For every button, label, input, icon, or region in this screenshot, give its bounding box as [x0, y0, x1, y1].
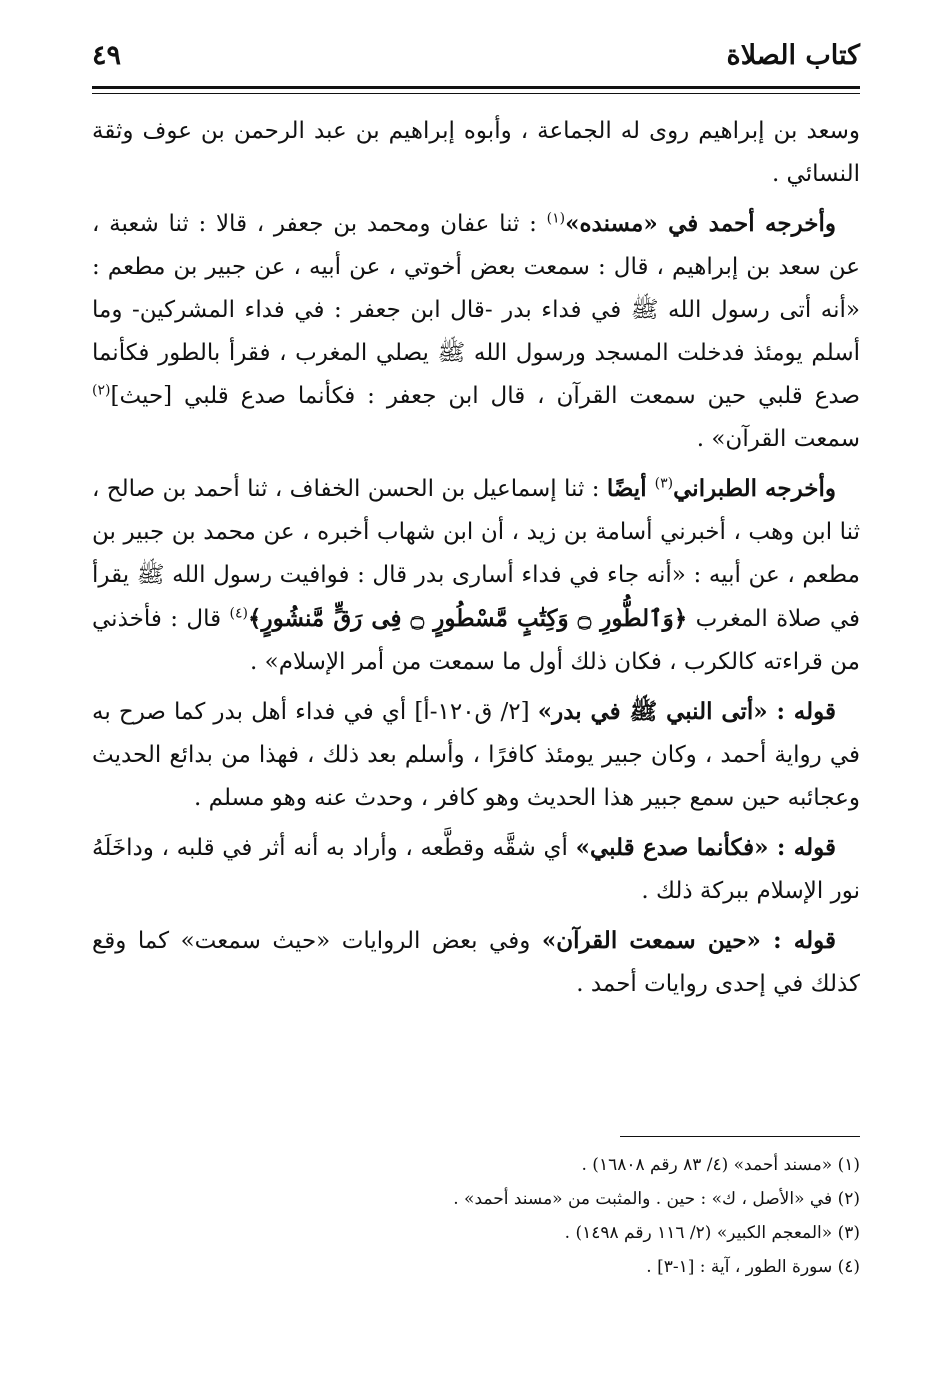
- footnote-reference: (٤): [229, 605, 248, 622]
- text-run: وسعد بن إبراهيم روى له الجماعة ، وأبوه إبراهيم بن عبد الرحمن بن عوف وثقة النسائي .: [92, 118, 860, 187]
- paragraph: [92, 690, 860, 820]
- footnote-reference: (١): [546, 210, 566, 227]
- text-run: : ثنا عفان ومحمد بن جعفر ، قالا : ثنا شعبة ، عن سعد بن إبراهيم ، قال : سمعت بعض أخوتي ، عن أبيه ، عن جبير بن مطعم : «أنه أتى رسول الله ﷺ في فداء بدر -قال ابن جعفر : في فداء المشركين- وما أسلم يومئذ فدخلت المسجد ورسول الله ﷺ يصلي المغرب ، فقرأ بالطور فكأنما صدع قلبي حين سمعت القرآن ، قال ابن جعفر : فكأنما صدع قلبي [حيث]: [92, 211, 860, 409]
- bold-phrase: قوله : «حين سمعت القرآن»: [541, 927, 836, 954]
- footnotes: [92, 1148, 860, 1284]
- text-run: [٢/ ق١٢٠-أ] أي في فداء أهل بدر كما صرح به في رواية أحمد ، وكان جبير يومئذ كافرًا ، وأسلم بعد ذلك ، فهذا من بدائع الحديث وعجائبه حين سمع جبير هذا الحديث وهو كافر ، وحدث عنه وهو مسلم .: [92, 699, 860, 811]
- footnote-reference: (٣): [654, 475, 674, 492]
- text-run: قال : فأخذني من قراءته كالكرب ، فكان ذلك أول ما سمعت من أمر الإسلام» .: [92, 606, 860, 675]
- bold-phrase: قوله : «فكأنما صدع قلبي»: [575, 834, 836, 861]
- paragraph: [92, 919, 860, 1006]
- page-header: [92, 40, 860, 84]
- text-run: وفي بعض الروايات «حيث سمعت» كما وقع كذلك في إحدى روايات أحمد .: [92, 928, 860, 997]
- paragraph: [92, 826, 860, 913]
- bold-phrase: وأخرجه أحمد في «مسنده»: [565, 210, 837, 237]
- main-text: [92, 110, 860, 1012]
- header-rule-thick: [92, 86, 860, 89]
- text-run: : ثنا إسماعيل بن الحسن الخفاف ، ثنا أحمد بن صالح ، ثنا ابن وهب ، أخبرني أسامة بن زيد ، أن ابن شهاب أخبره ، عن محمد بن جبير بن مطعم ، عن أبيه : «أنه جاء في فداء أسارى بدر قال : فوافيت رسول الله ﷺ يقرأ في صلاة المغرب: [92, 476, 860, 632]
- footnote-separator: [620, 1136, 860, 1137]
- bold-phrase: ﴿وَٱلطُّورِ ۝ وَكِتَٰبٍ مَّسْطُورٍ ۝ فِى رَقٍّ مَّنشُورٍ﴾: [248, 605, 688, 632]
- text-run: سمعت القرآن» .: [696, 426, 860, 452]
- book-title: كتاب الصلاة: [726, 40, 860, 71]
- header-rule-thin: [92, 93, 860, 94]
- paragraph: [92, 467, 860, 684]
- bold-phrase: أيضًا: [606, 475, 655, 502]
- bold-phrase: وأخرجه الطبراني: [673, 475, 836, 502]
- footnote: (٢) في «الأصل ، ك» : حين . والمثبت من «مسند أحمد» .: [453, 1189, 860, 1209]
- footnote-reference: (٢): [92, 382, 111, 399]
- page-number: ٤٩: [92, 40, 122, 71]
- bold-phrase: قوله : «أتى النبي ﷺ في بدر»: [537, 698, 836, 725]
- footnote: (١) «مسند أحمد» (٤/ ٨٣ رقم ١٦٨٠٨) .: [581, 1155, 860, 1175]
- footnote: (٤) سورة الطور ، آية : [١-٣] .: [646, 1257, 860, 1277]
- footnote: (٣) «المعجم الكبير» (٢/ ١١٦ رقم ١٤٩٨) .: [564, 1223, 860, 1243]
- paragraph: [92, 110, 860, 196]
- book-page: [92, 0, 860, 1378]
- text-run: أي شقَّه وقطَّعه ، وأراد به أنه أثر في قلبه ، وداخَلَهُ نور الإسلام ببركة ذلك .: [92, 835, 860, 904]
- paragraph: [92, 202, 860, 461]
